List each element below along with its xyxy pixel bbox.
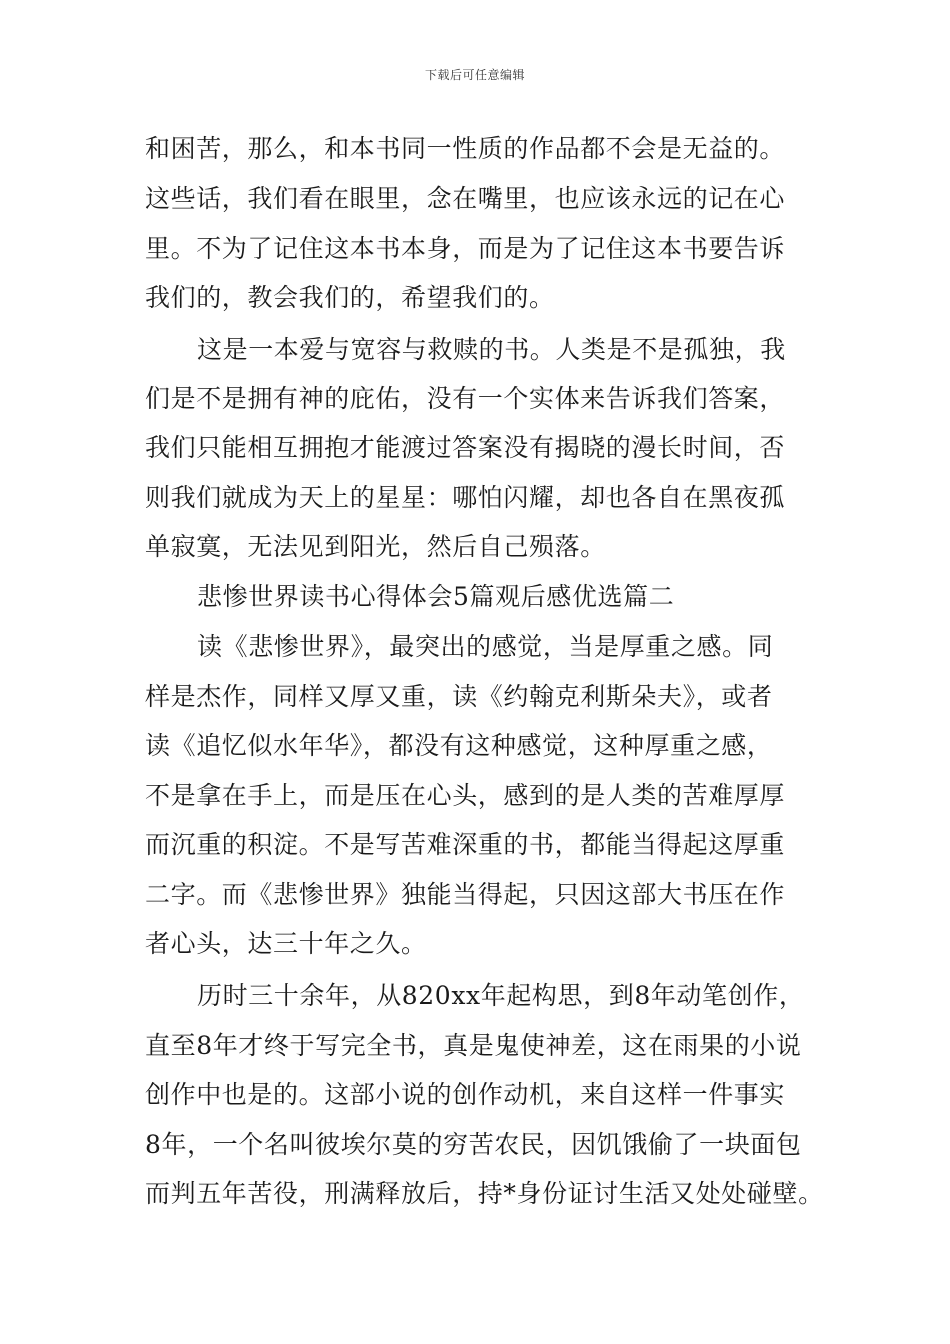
text-line: 8年，一个名叫彼埃尔莫的穷苦农民，因饥饿偷了一块面包 bbox=[145, 1130, 802, 1159]
text-line: 读《追忆似水年华》，都没有这种感觉，这种厚重之感， bbox=[145, 731, 773, 760]
text-line: 样是杰作，同样又厚又重，读《约翰克利斯朵夫》，或者 bbox=[145, 682, 773, 711]
text-line: 和困苦，那么，和本书同一性质的作品都不会是无益的。 bbox=[145, 134, 786, 163]
page-header: 下载后可任意编辑 bbox=[424, 68, 525, 82]
text-line: 者心头，达三十年之久。 bbox=[145, 929, 427, 958]
text-line: 这是一本爱与宽容与救赎的书。人类是不是孤独，我 bbox=[197, 335, 786, 364]
text-line: 我们只能相互拥抱才能渡过答案没有揭晓的漫长时间，否 bbox=[145, 433, 786, 462]
text-line: 直至8年才终于写完全书，真是鬼使神差，这在雨果的小说 bbox=[145, 1031, 802, 1060]
section-heading: 悲惨世界读书心得体会5篇观后感优选篇二 bbox=[197, 582, 675, 611]
text-line: 单寂寞，无法见到阳光，然后自己殒落。 bbox=[145, 532, 606, 561]
text-line: 读《悲惨世界》，最突出的感觉，当是厚重之感。同 bbox=[197, 632, 774, 661]
text-line: 而沉重的积淀。不是写苦难深重的书，都能当得起这厚重 bbox=[145, 830, 786, 859]
text-line: 创作中也是的。这部小说的创作动机，来自这样一件事实 bbox=[145, 1080, 786, 1109]
text-line: 们是不是拥有神的庇佑，没有一个实体来告诉我们答案， bbox=[145, 384, 786, 413]
text-line: 而判五年苦役，刑满释放后，持*身份证讨生活又处处碰壁。 bbox=[145, 1179, 824, 1208]
text-line: 里。不为了记住这本书本身，而是为了记住这本书要告诉 bbox=[145, 234, 786, 263]
text-line: 不是拿在手上，而是压在心头，感到的是人类的苦难厚厚 bbox=[145, 781, 786, 810]
text-line: 历时三十余年，从820xx年起构思，到8年动笔创作， bbox=[197, 981, 805, 1010]
text-line: 我们的，教会我们的，希望我们的。 bbox=[145, 283, 555, 312]
text-line: 这些话，我们看在眼里，念在嘴里，也应该永远的记在心 bbox=[145, 184, 786, 213]
text-line: 二字。而《悲惨世界》独能当得起，只因这部大书压在作 bbox=[145, 880, 786, 909]
text-line: 则我们就成为天上的星星：哪怕闪耀，却也各自在黑夜孤 bbox=[145, 483, 786, 512]
